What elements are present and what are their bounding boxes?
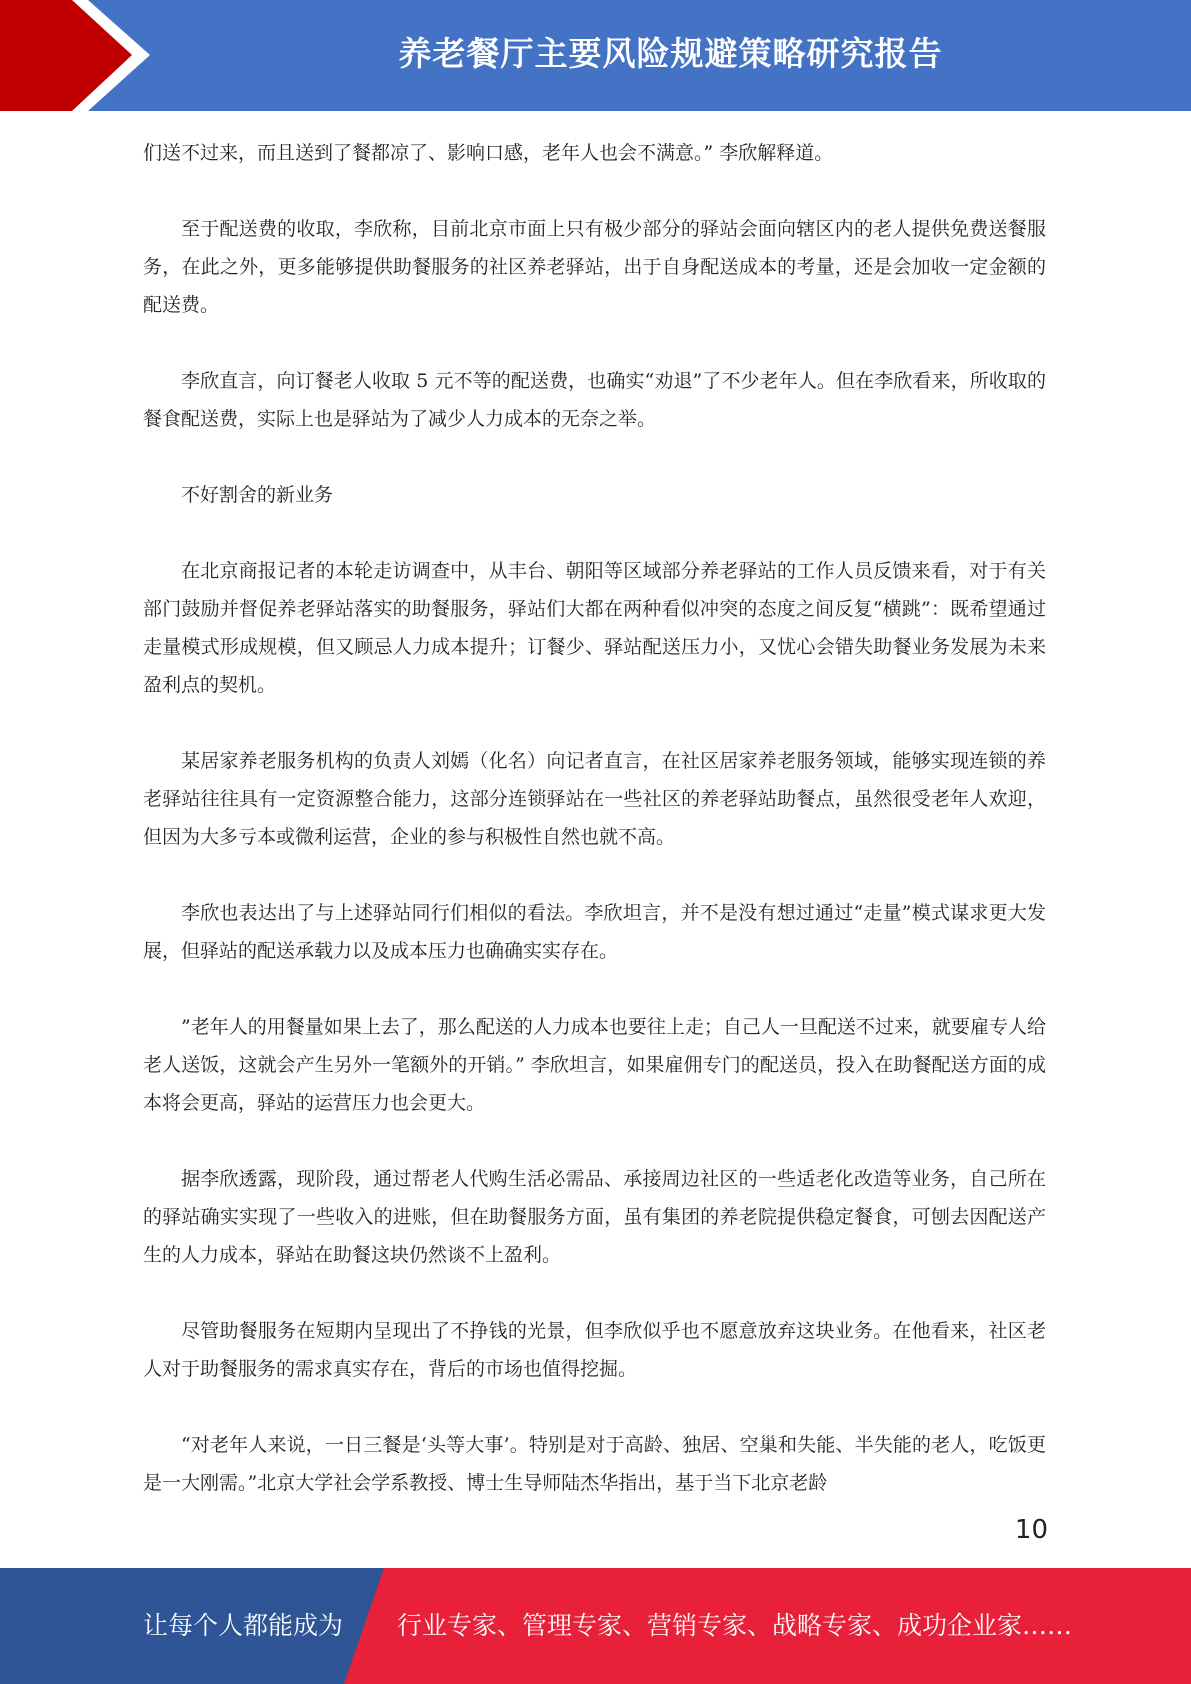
paragraph: 某居家养老服务机构的负责人刘嫣（化名）向记者直言，在社区居家养老服务领域，能够实现连锁的养老驿站往往具有一定资源整合能力，这部分连锁驿站在一些社区的养老驿站助餐点，虽然很受老年人欢迎，但因为大多亏本或微利运营，企业的参与积极性自然也就不高。 [143, 750, 1046, 848]
document-title: 养老餐厅主要风险规避策略研究报告 [398, 34, 943, 73]
page-footer [0, 1568, 1191, 1684]
paragraph: ”老年人的用餐量如果上去了，那么配送的人力成本也要往上走；自己人一旦配送不过来，就要雇专人给老人送饭，这就会产生另外一笔额外的开销。” 李欣坦言，如果雇佣专门的配送员，投入在助餐配送方面的成本将会更高，驿站的运营压力也会更大。 [143, 1016, 1046, 1114]
footer-slogan-left: 让每个人都能成为 [143, 1611, 344, 1640]
document-body [143, 134, 1046, 1540]
paragraph: 至于配送费的收取，李欣称，目前北京市面上只有极少部分的驿站会面向辖区内的老人提供免费送餐服务，在此之外，更多能够提供助餐服务的社区养老驿站，出于自身配送成本的考量，还是会加收一定金额的配送费。 [143, 218, 1046, 316]
page-number: 10 [1014, 1515, 1048, 1545]
paragraph: 在北京商报记者的本轮走访调查中，从丰台、朝阳等区域部分养老驿站的工作人员反馈来看，对于有关部门鼓励并督促养老驿站落实的助餐服务，驿站们大都在两种看似冲突的态度之间反复“横跳”：既希望通过走量模式形成规模，但又顾忌人力成本提升；订餐少、驿站配送压力小，又忧心会错失助餐业务发展为未来盈利点的契机。 [143, 560, 1046, 696]
paragraph: 据李欣透露，现阶段，通过帮老人代购生活必需品、承接周边社区的一些适老化改造等业务，自己所在的驿站确实实现了一些收入的进账，但在助餐服务方面，虽有集团的养老院提供稳定餐食，可刨去因配送产生的人力成本，驿站在助餐这块仍然谈不上盈利。 [143, 1168, 1046, 1266]
paragraph: 李欣直言，向订餐老人收取 5 元不等的配送费，也确实“劝退”了不少老年人。但在李欣看来，所收取的餐食配送费，实际上也是驿站为了减少人力成本的无奈之举。 [143, 370, 1046, 430]
section-subheading: 不好割舍的新业务 [181, 484, 334, 506]
footer-slogan-right: 行业专家、管理专家、营销专家、战略专家、成功企业家…… [397, 1611, 1073, 1640]
paragraph: 李欣也表达出了与上述驿站同行们相似的看法。李欣坦言，并不是没有想过通过“走量”模式谋求更大发展，但驿站的配送承载力以及成本压力也确确实实存在。 [143, 902, 1046, 962]
paragraph: “对老年人来说，一日三餐是‘头等大事’。特别是对于高龄、独居、空巢和失能、半失能的老人，吃饭更是一大刚需。”北京大学社会学系教授、博士生导师陆杰华指出，基于当下北京老龄 [143, 1434, 1046, 1494]
paragraph: 们送不过来，而且送到了餐都凉了、影响口感，老年人也会不满意。” 李欣解释道。 [143, 142, 834, 164]
paragraph: 尽管助餐服务在短期内呈现出了不挣钱的光景，但李欣似乎也不愿意放弃这块业务。在他看来，社区老人对于助餐服务的需求真实存在，背后的市场也值得挖掘。 [143, 1320, 1046, 1380]
page-header [0, 0, 1191, 111]
